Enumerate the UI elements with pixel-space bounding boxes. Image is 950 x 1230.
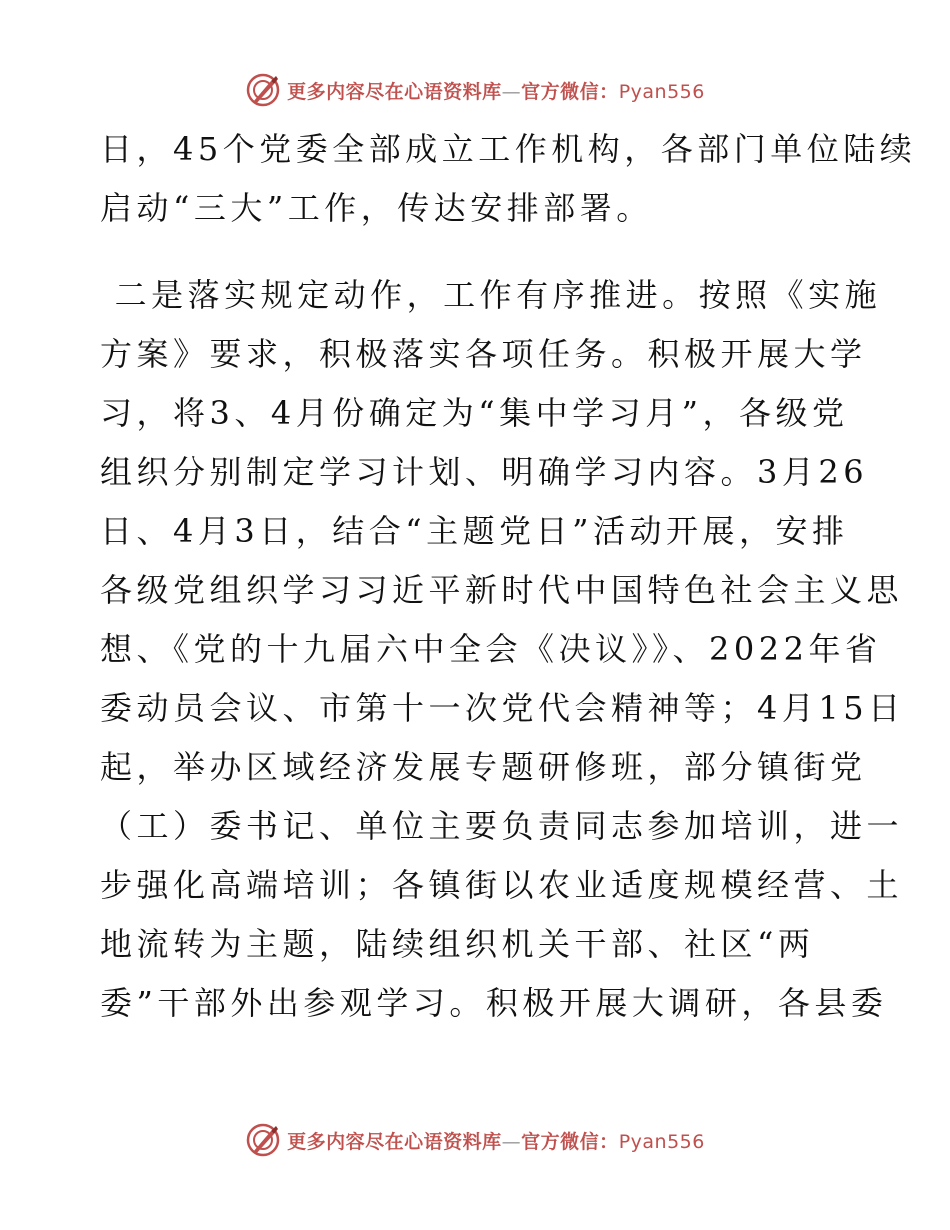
text-line: 二是落实规定动作，工作有序推进。按照《实施 — [100, 276, 882, 314]
text-line: 委动员会议、市第十一次党代会精神等；4月15日 — [100, 689, 905, 727]
pen-logo-icon — [245, 1122, 281, 1158]
paragraph-regulated-actions — [100, 266, 905, 1033]
text-line: 日，45个党委全部成立工作机构，各部门单位陆续 — [100, 130, 917, 168]
text-line: 日、4月3日，结合“主题党日”活动开展，安排 — [100, 512, 849, 550]
text-line: 步强化高端培训；各镇街以农业适度规模经营、土 — [100, 866, 904, 904]
text-line: 方案》要求，积极落实各项任务。积极开展大学 — [100, 335, 867, 373]
watermark-text: 更多内容尽在心语资料库—官方微信：Pyan556 — [287, 80, 705, 103]
text-line: 地流转为主题，陆续组织机关干部、社区“两 — [100, 925, 815, 963]
document-body — [100, 120, 917, 1033]
text-line: 习，将3、4月份确定为“集中学习月”，各级党 — [100, 394, 849, 432]
text-line: 起，举办区域经济发展专题研修班，部分镇街党 — [100, 748, 867, 786]
paragraph-continuation — [100, 120, 917, 238]
pen-logo-icon — [245, 72, 281, 108]
watermark-text: 更多内容尽在心语资料库—官方微信：Pyan556 — [287, 1130, 705, 1153]
text-line: 各级党组织学习习近平新时代中国特色社会主义思 — [100, 571, 904, 609]
text-line: （工）委书记、单位主要负责同志参加培训，进一 — [100, 807, 904, 845]
text-line: 想、《党的十九届六中全会《决议》》、2022年省 — [100, 630, 882, 668]
text-line: 启动“三大”工作，传达安排部署。 — [100, 189, 653, 227]
watermark-header — [0, 70, 950, 110]
text-line: 委”干部外出参观学习。积极开展大调研，各县委 — [100, 984, 888, 1022]
text-line: 组织分别制定学习计划、明确学习内容。3月26 — [100, 453, 869, 491]
watermark-footer — [0, 1120, 950, 1160]
